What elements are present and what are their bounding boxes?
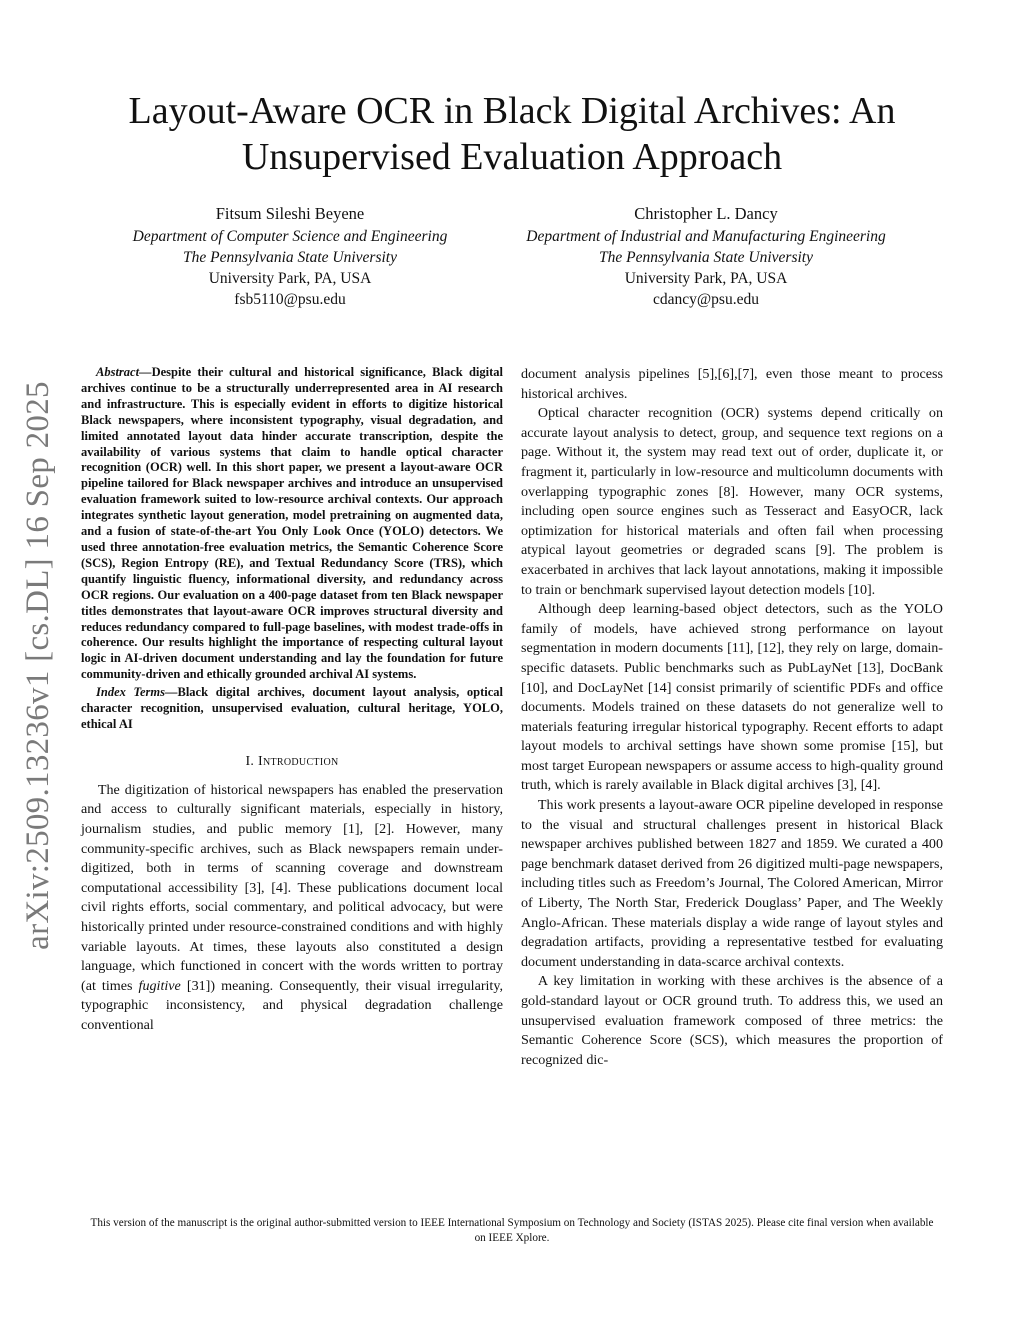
intro-paragraph-4: This work presents a layout-aware OCR pipeline developed in response to the visual and structural challenges present in historical Black newspaper archives published between 1827 and 1859. We curated a 400 page benchmark dataset derived from 26 digitized multi-page newspapers, including titles such as Freedom’s Journal, The Colored American, Mirror of Liberty, The North Star, Frederick Douglass’ Paper, and The Weekly Anglo-African. These materials display a wide range of layout styles and degradation artifacts, providing a representative testbed for evaluating document understanding in data-scarce archival contexts. — [521, 797, 943, 970]
left-column — [81, 365, 503, 1036]
author-block-1 — [102, 203, 478, 310]
arxiv-identifier-text: arXiv:2509.13236v1 [cs.DL] 16 Sep 2025 — [19, 380, 56, 950]
intro-paragraph-3: Although deep learning-based object detectors, such as the YOLO family of models, have achieved strong performance on layout segmentation in modern documents [11], [12], they rely on large, domain-specific datasets. Public benchmarks such as PubLayNet [13], DocBank [10], and DocLayNet [14] consist primarily of scientific PDFs and office documents. Models trained on these datasets do not generalize well to materials featuring irregular historical typography. Recent efforts to adapt layout models to archival settings have shown some promise [15], but most target European newspapers or assume access to high-quality ground truth, which is rarely available in Black digital archives [3], [4]. — [521, 601, 943, 794]
index-terms-label: Index Terms— — [96, 685, 178, 700]
intro-p1-text-b: [31]) meaning. Consequently, their visual irregularity, typographic inconsistency, and physical degradation challenge conventional — [81, 977, 504, 1033]
intro-paragraph-5: A key limitation in working with these archives is the absence of a gold-standard layout or OCR ground truth. To address this, we used an unsupervised evaluation framework composed of three metrics: the Semantic Coherence Score (SCS), which measures the proportion of recognized dic- — [521, 973, 943, 1068]
author-name: Fitsum Sileshi Beyene — [215, 204, 365, 223]
intro-paragraph-1 — [81, 781, 503, 1036]
author-department: Department of Computer Science and Engineering — [132, 228, 448, 245]
author-department: Department of Industrial and Manufacturing Engineering — [526, 228, 886, 245]
intro-paragraph-2: Optical character recognition (OCR) systems depend critically on accurate layout analysis to detect, group, and sequence text regions on a page. Without it, the system may read text out of order, duplicate it, or fragment it, particularly in low-resource and multicolumn documents with overlapping typographic zones [8]. However, many OCR systems, including open source engines such as Tesseract and EasyOCR, lack optimization for historical materials and often fail when processing atypical layout geometries or degraded scans [9]. The problem is exacerbated in archives that lack layout annotations, making it impossible to train or benchmark supervised layout detection models [10]. — [521, 405, 943, 598]
arxiv-identifier-stamp — [10, 365, 66, 965]
paper-title: Layout-Aware OCR in Black Digital Archives: An Unsupervised Evaluation Approach — [128, 90, 896, 178]
intro-paragraph-1-continued: document analysis pipelines [5],[6],[7], even those meant to process historical archives. — [521, 366, 943, 402]
author-location: University Park, PA, USA — [624, 270, 788, 287]
author-block-2 — [496, 203, 916, 310]
abstract-label: Abstract— — [96, 365, 152, 379]
intro-p1-text-a: The digitization of historical newspapers has enabled the preservation and access to culturally significant materials, especially in history, journalism studies, and public memory [1], [2]. However, many community-specific archives, such as Black newspapers remain under-digitized, both in terms of scanning coverage and downstream computational accessibility [3], [4]. These publications document local civil rights efforts, social commentary, and political advocacy, but were historically printed under resource-constrained conditions and with highly variable layouts. At times, these layouts also constituted a design language, which functioned in concert with the words written to portray (at times — [81, 781, 503, 994]
index-terms-text: Black digital archives, document layout analysis, optical character recognition, unsupervised evaluation, cultural heritage, YOLO, ethical AI — [81, 685, 503, 731]
intro-p1-italic: fugitive — [138, 977, 181, 994]
abstract-text: Despite their cultural and historical significance, Black digital archives continue to be a structurally underrepresented area in AI research and infrastructure. This is especially evident in efforts to digitize historical Black newspapers, where inconsistent typography, visual degradation, and limited annotated layout data hinder accurate transcription, despite the availability of various systems that claim to handle optical character recognition (OCR) well. In this short paper, we present a layout-aware OCR pipeline tailored for Black newspaper archives and introduce an unsupervised evaluation framework suited to low-resource archival contexts. Our approach integrates synthetic layout generation, model pretraining on augmented data, and a fusion of state-of-the-art You Only Look Once (YOLO) detectors. We used three annotation-free evaluation metrics, the Semantic Coherence Score (SCS), Region Entropy (RE), and Textual Redundancy Score (TRS), which quantify linguistic fluency, informational diversity, and redundancy across OCR regions. Our evaluation on a 400-page dataset from ten Black newspaper titles demonstrates that layout-aware OCR improves structural diversity and reduces redundancy compared to full-page baselines, with modest trade-offs in coherence. Our results highlight the importance of respecting cultural layout logic in AI-driven document understanding and lay the foundation for future community-driven and ethically grounded archival AI systems. — [81, 365, 503, 682]
author-email: fsb5110@psu.edu — [234, 291, 346, 308]
author-university: The Pennsylvania State University — [599, 249, 813, 266]
abstract — [81, 365, 503, 683]
right-column — [521, 365, 943, 1070]
author-university: The Pennsylvania State University — [183, 249, 397, 266]
index-terms — [81, 685, 503, 733]
submission-footnote: This version of the manuscript is the original author-submitted version to IEEE International Symposium on Technology and Society (ISTAS 2025). Please cite final version when available on IEEE Xplore. — [90, 1217, 934, 1244]
author-email: cdancy@psu.edu — [653, 291, 759, 308]
author-location: University Park, PA, USA — [208, 270, 372, 287]
section-heading-introduction: I. Introduction — [245, 753, 339, 769]
author-name: Christopher L. Dancy — [634, 204, 778, 223]
